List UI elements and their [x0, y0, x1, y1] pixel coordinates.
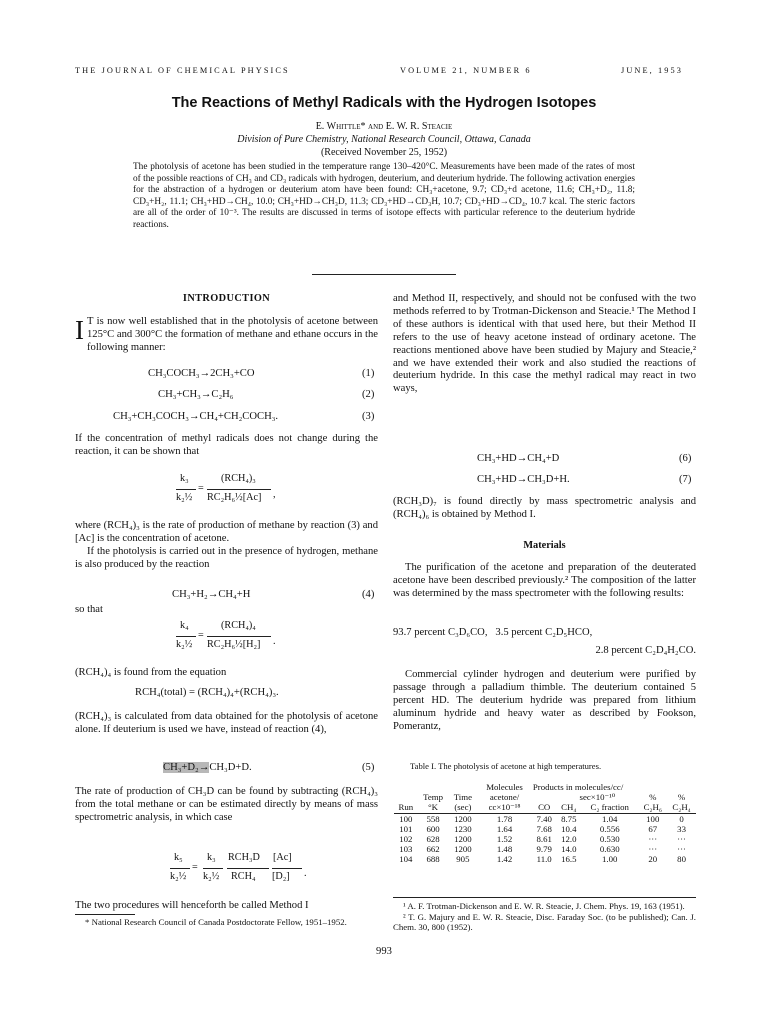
fraction-3-bar-a: [170, 868, 190, 869]
equation-7: CH₃+HD→CH₃D+H.: [477, 474, 570, 485]
table-cell: 7.40: [536, 813, 552, 824]
equation-1-number: (1): [362, 368, 375, 379]
intro-text-7: The rate of production of CH₃D can be found by subtracting (RCH₄)₃ from the total methane or can be estimated directly by means of mass spectrometric analysis, in which case: [75, 786, 378, 823]
so-that: so that: [75, 604, 103, 615]
equation-1: CH₃COCH₃→2CH₃+CO: [148, 368, 255, 379]
table-row: [394, 854, 696, 864]
fraction-2-rhs-num: (RCH₄)₄: [221, 620, 256, 631]
right-text-3: The purification of the acetone and preparation of the deuterated acetone have been described previously.² The composition of the latter was determined by the mass spectrometer with the following results:: [393, 562, 696, 599]
table-cell: ···: [648, 834, 658, 845]
fraction-3-d-den: [D₂]: [272, 871, 290, 882]
composition-line-1: 93.7 percent C₃D₆CO, 3.5 percent C₂D₅HCO,: [393, 627, 593, 638]
table-cell: 1230: [454, 823, 472, 834]
fraction-3-equals: =: [192, 862, 198, 873]
table-cell: 100: [399, 813, 413, 824]
right-footnotes: [393, 901, 696, 933]
intro-paragraph-7: [75, 786, 378, 825]
intro-text-3: where (RCH₄)₃ is the rate of production of methane by reaction (3) and [Ac] is the concentration of acetone.: [75, 520, 378, 544]
th-cc: cc×10⁻¹⁸: [488, 802, 521, 813]
table-cell: 1.48: [496, 844, 513, 855]
table-cell: ···: [648, 844, 658, 855]
equation-6-number: (6): [679, 453, 692, 464]
th-acetone: acetone/: [489, 792, 520, 803]
intro-paragraph-6: [75, 711, 378, 737]
fraction-1-equals: =: [198, 483, 204, 494]
table-cell: ···: [677, 844, 686, 855]
fraction-1-lhs-den: k₂½: [176, 492, 193, 503]
intro-paragraph-1: [75, 316, 378, 355]
issue-date: JUNE, 1953: [621, 66, 684, 75]
table-cell: 16.5: [561, 854, 577, 865]
fraction-1-bar-a: [176, 489, 196, 490]
volume-info: VOLUME 21, NUMBER 6: [400, 66, 532, 75]
table-cell: 7.68: [536, 823, 552, 834]
page-number: 993: [376, 946, 392, 957]
fraction-1-rhs-num: (RCH₄)₃: [221, 473, 256, 484]
table-row: [394, 813, 696, 824]
fraction-3-b-den: k₂½: [203, 871, 220, 882]
table-cell: 9.79: [536, 844, 552, 855]
right-paragraph-3: [393, 562, 696, 601]
equation-3-number: (3): [362, 411, 375, 422]
th-molecules: Molecules: [486, 782, 523, 792]
table-row: [394, 844, 696, 854]
right-paragraph-2: [393, 496, 696, 522]
table-cell: 103: [399, 844, 413, 855]
table-row: [394, 824, 696, 834]
footnote-1: ¹ A. F. Trotman-Dickenson and E. W. R. Steacie, J. Chem. Phys. 19, 163 (1951).: [403, 901, 685, 911]
table-cell: 1200: [454, 834, 472, 845]
fraction-1-rhs-den: RC₂H₆½[Ac]: [207, 492, 262, 503]
fraction-3-c-num: RCH₃D: [228, 852, 260, 863]
table-cell: 8.75: [561, 813, 577, 824]
fraction-2-tail: .: [273, 636, 276, 647]
article-title: The Reactions of Methyl Radicals with the Hydrogen Isotopes: [171, 95, 597, 111]
table-cell: ···: [677, 834, 686, 845]
equation-4-number: (4): [362, 589, 375, 600]
table-cell: 1.52: [496, 834, 513, 845]
table-row: [394, 834, 696, 844]
affiliation: Division of Pure Chemistry, National Research Council, Ottawa, Canada: [237, 134, 531, 145]
right-footnote-rule: [393, 897, 696, 898]
right-text-4: Commercial cylinder hydrogen and deuterium were purified by passage through a palladium thimble. The deuterium contained 5 percent HD. The deuterium hydride was prepared from lithium aluminum hydride and heavy water as described by Fookson, Pomerantz,: [393, 669, 696, 732]
table-cell: 0.530: [599, 834, 620, 845]
table-cell: 8.61: [536, 834, 552, 845]
fraction-2-equals: =: [198, 630, 204, 641]
th-kelvin: °K: [428, 802, 438, 813]
intro-text-2: If the concentration of methyl radicals does not change during the reaction, it can be shown that: [75, 433, 378, 457]
equation-2: CH₃+CH₃→C₂H₆: [158, 389, 234, 400]
equation-5: [163, 762, 252, 773]
journal-name: THE JOURNAL OF CHEMICAL PHYSICS: [75, 66, 290, 75]
th-ch4: CH₄: [561, 802, 577, 813]
th-c2-fraction: C₂ fraction: [590, 802, 629, 813]
table-cell: 0.630: [599, 844, 620, 855]
drop-cap: I: [75, 315, 84, 345]
title-divider: [312, 274, 456, 275]
table-cell: 11.0: [536, 854, 552, 865]
fraction-3-a-num: k₅: [174, 852, 183, 863]
fraction-3-tail: .: [304, 868, 307, 879]
footnote-2: ² T. G. Majury and E. W. R. Steacie, Disc. Faraday Soc. (to be published); Can. J. Chem. 30, 800 (1952).: [393, 911, 696, 932]
intro-paragraph-8: The two procedures will henceforth be called Method I: [75, 900, 309, 911]
th-run: Run: [398, 802, 414, 813]
table-cell: 1200: [454, 813, 472, 824]
th-temp: Temp: [423, 792, 444, 803]
fraction-3-bar-b: [203, 868, 223, 869]
fraction-3-d-num: [Ac]: [273, 852, 292, 863]
table-cell: 100: [646, 813, 660, 824]
th-pct-2: %: [677, 792, 686, 803]
right-text-2: (RCH₃D)₇ is found directly by mass spectrometric analysis and (RCH₄)₆ is obtained by Method I.: [393, 496, 696, 520]
table-cell: 1.64: [496, 823, 513, 834]
equation-2-number: (2): [362, 389, 375, 400]
composition-line-2: 2.8 percent C₂D₄H₂CO.: [595, 645, 696, 656]
author-footnote: [75, 917, 378, 928]
table-cell: 600: [426, 823, 440, 834]
intro-paragraph-5: (RCH₄)₄ is found from the equation: [75, 667, 227, 678]
table-cell: 10.4: [561, 823, 577, 834]
table-1: [394, 782, 696, 865]
equation-5-rest: CH₃D+D.: [209, 762, 252, 773]
table-cell: 12.0: [561, 834, 577, 845]
table-cell: 1.42: [496, 854, 513, 865]
table-cell: 1.04: [602, 813, 618, 824]
fraction-3-b-num: k₃: [207, 852, 216, 863]
th-seconds: (sec): [454, 802, 472, 813]
intro-paragraph-2: [75, 433, 378, 459]
table-cell: 688: [426, 854, 440, 865]
fraction-2-lhs-num: k₄: [180, 620, 189, 631]
table-cell: 0: [679, 813, 684, 824]
fraction-2-bar-b: [207, 636, 271, 637]
table-cell: 1.78: [496, 813, 513, 824]
table-cell: 662: [426, 844, 440, 855]
received-date: (Received November 25, 1952): [320, 147, 448, 158]
th-products: Products in molecules/cc/: [532, 782, 624, 792]
table-cell: 20: [648, 854, 658, 865]
intro-paragraph-3: [75, 520, 378, 572]
right-text-1: and Method II, respectively, and should not be confused with the two methods referred to by Trotman-Dickenson and Steacie.¹ The Method I of these authors is identical with that used here, but their Method II refers to the use of heavy acetone instead of ordinary acetone. The reactions mentioned above have been studied by Majury and Steacie,² and we have extended their work and also studied the reactions of deuterium hydride. In this case the methyl radical may react in two ways,: [393, 293, 696, 395]
table-cell: 33: [677, 823, 686, 834]
equation-3: CH₃+CH₃COCH₃→CH₄+CH₂COCH₃.: [113, 411, 279, 422]
table-cell: 101: [399, 823, 413, 834]
table-caption: Table I. The photolysis of acetone at high temperatures.: [410, 761, 602, 771]
fraction-1-lhs-num: k₃: [180, 473, 189, 484]
table-body: [394, 813, 696, 865]
table-cell: 558: [426, 813, 440, 824]
fraction-3-c-den: RCH₄: [231, 871, 256, 882]
abstract: The photolysis of acetone has been studied in the temperature range 130–420°C. Measurements have been made of the rates of most of the possible reactions of CH₃ and CD₃ radicals with hydrogen, deuterium, and deuterium hydride. The following activation energies for the abstraction of a hydrogen or deuterium atom have been found: CH₃+acetone, 9.7; CD₃+d acetone, 11.6; CH₃+D₂, 11.8; CD₃+H₂, 11.1; CH₃+HD→CH₄, 10.0; CH₃+HD→CH₃D, 11.3; CD₃+HD→CD₃H, 10.7; CD₃+HD→CD₄, 10.7 kcal. The steric factors are all of the order of 10⁻³. The results are discussed in terms of isotope effects with particular reference to the deuterium hydride reactions.: [133, 162, 635, 230]
intro-text-4: If the photolysis is carried out in the presence of hydrogen, methane is also produced by the reaction: [75, 545, 378, 570]
table-cell: 0.556: [599, 823, 620, 834]
table-cell: 102: [399, 834, 413, 845]
introduction-heading: INTRODUCTION: [182, 293, 271, 304]
table-cell: 1.00: [602, 854, 618, 865]
fraction-3-bar-c: [227, 868, 269, 869]
author-footnote-text: * National Research Council of Canada Postdoctorate Fellow, 1951–1952.: [85, 917, 347, 927]
table-cell: 1200: [454, 844, 472, 855]
th-time: Time: [453, 792, 472, 803]
table-cell: 80: [677, 854, 686, 865]
equation-5-number: (5): [362, 762, 375, 773]
table-cell: 628: [426, 834, 440, 845]
fraction-2-lhs-den: k₂½: [176, 639, 193, 650]
authors: E. Whittle* and E. W. R. Steacie: [315, 121, 453, 132]
footnote-rule: [75, 914, 135, 915]
th-pct-1: %: [649, 792, 657, 803]
equation-6: CH₃+HD→CH₄+D: [477, 453, 560, 464]
equation-total: RCH₄(total) = (RCH₄)₄+(RCH₄)₃.: [135, 687, 279, 698]
th-c2h6: C₂H₆: [643, 802, 662, 813]
fraction-2-rhs-den: RC₂H₆½[H₂]: [207, 639, 261, 650]
fraction-2-bar-a: [176, 636, 196, 637]
intro-text-6: (RCH₄)₃ is calculated from data obtained for the photolysis of acetone alone. If deuterium is used we have, instead of reaction (4),: [75, 711, 378, 735]
th-sec: sec×10⁻¹⁰: [579, 792, 616, 803]
table-cell: 67: [648, 823, 658, 834]
intro-text-1: T is now well established that in the photolysis of acetone between 125°C and 300°C the formation of methane and ethane occurs in the following manner:: [87, 316, 378, 353]
equation-4: CH₃+H₂→CH₄+H: [172, 589, 251, 600]
th-c2h4: C₂H₄: [672, 802, 691, 813]
right-paragraph-4: [393, 669, 696, 734]
materials-heading: Materials: [523, 540, 566, 551]
table-cell: 104: [399, 854, 413, 865]
table-cell: 14.0: [561, 844, 577, 855]
right-paragraph-1: [393, 293, 696, 396]
fraction-1-bar-b: [207, 489, 271, 490]
fraction-3-bar-d: [272, 868, 302, 869]
fraction-3-a-den: k₂½: [170, 871, 187, 882]
table-cell: 905: [456, 854, 470, 865]
equation-7-number: (7): [679, 474, 692, 485]
equation-5-highlight: CH₃+D₂→: [163, 762, 210, 773]
fraction-1-tail: ,: [273, 489, 276, 500]
th-co: CO: [538, 802, 551, 813]
